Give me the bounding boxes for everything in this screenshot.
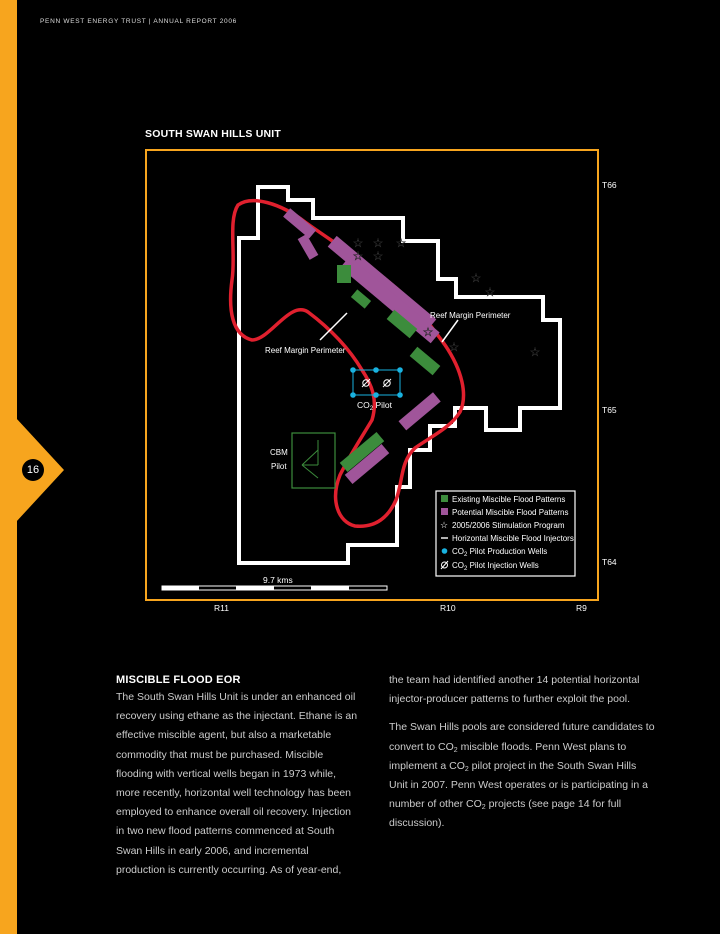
scale-bar bbox=[162, 586, 387, 590]
body-paragraph: The South Swan Hills Unit is under an enhanced oil recovery using ethane as the injectant. Ethane is an effective miscible agent, but also a marketable commodity that must be purchased. Miscible flooding with vertical wells began in 1973 while, more recently, horizontal well technology has been employed to enhance overall oil recovery. Injection in two new flood patterns commenced at South Swan Hills in early 2006, and incremental production is currently occurring. As of year-end, bbox=[116, 691, 358, 876]
legend-existing: Existing Miscible Flood Patterns bbox=[452, 495, 566, 504]
svg-text:☆: ☆ bbox=[352, 249, 364, 263]
page-number: 16 bbox=[22, 459, 44, 481]
reef-label-left: Reef Margin Perimeter bbox=[265, 346, 346, 355]
map-legend bbox=[436, 491, 575, 576]
svg-text:☆: ☆ bbox=[484, 285, 496, 299]
cbm-label: CBM bbox=[270, 448, 288, 457]
svg-text:☆: ☆ bbox=[372, 249, 384, 263]
cbm-label: Pilot bbox=[271, 462, 287, 471]
reef-label-right: Reef Margin Perimeter bbox=[430, 311, 511, 320]
range-label: R9 bbox=[576, 603, 587, 613]
body-column-left bbox=[116, 672, 360, 880]
cbm-pilot bbox=[292, 433, 335, 488]
svg-text:☆: ☆ bbox=[395, 236, 407, 250]
legend-injection: $CO_2$ Pilot Injection Wells bbox=[452, 561, 539, 572]
existing-pattern bbox=[351, 289, 371, 308]
svg-text:☆: ☆ bbox=[448, 340, 460, 354]
existing-pattern bbox=[337, 265, 351, 283]
body-paragraph: the team had identified another 14 potential horizontal injector-producer patterns to further exploit the pool. bbox=[389, 674, 640, 706]
svg-text:☆: ☆ bbox=[422, 325, 434, 339]
existing-pattern bbox=[410, 347, 441, 375]
range-label: R11 bbox=[214, 603, 229, 613]
body-paragraph: The Swan Hills pools are considered future candidates to convert to $CO_2$ miscible floods. Penn West plans to implement a $CO_2$ pilot project in the South Swan Hills Unit in 2007. Penn West operates or is participating in a number of other $CO_2$ projects (see page 14 for full discussion). bbox=[389, 721, 655, 830]
svg-text:☆: ☆ bbox=[440, 520, 449, 530]
legend-production: $CO_2$ Pilot Production Wells bbox=[452, 547, 548, 558]
legend-horizontal: Horizontal Miscible Flood Injectors bbox=[452, 534, 574, 543]
svg-text:☆: ☆ bbox=[529, 345, 541, 359]
legend-stimulation: 2005/2006 Stimulation Program bbox=[452, 521, 565, 530]
potential-pattern bbox=[298, 234, 319, 260]
co2-pilot-label: $CO_2$ Pilot bbox=[357, 400, 392, 412]
body-column-right bbox=[389, 671, 657, 834]
svg-text:☆: ☆ bbox=[470, 271, 482, 285]
township-label: T65 bbox=[602, 405, 617, 415]
scale-label: 9.7 kms bbox=[263, 575, 293, 585]
township-label: T66 bbox=[602, 180, 617, 190]
co2-pilot bbox=[350, 367, 403, 398]
township-label: T64 bbox=[602, 557, 617, 567]
svg-text:☆: ☆ bbox=[352, 236, 364, 250]
legend-potential: Potential Miscible Flood Patterns bbox=[452, 508, 569, 517]
section-heading: MISCIBLE FLOOD EOR bbox=[116, 674, 241, 686]
map-title: SOUTH SWAN HILLS UNIT bbox=[145, 128, 282, 140]
svg-text:☆: ☆ bbox=[372, 236, 384, 250]
range-label: R10 bbox=[440, 603, 456, 613]
running-header: PENN WEST ENERGY TRUST | ANNUAL REPORT 2006 bbox=[40, 18, 237, 25]
